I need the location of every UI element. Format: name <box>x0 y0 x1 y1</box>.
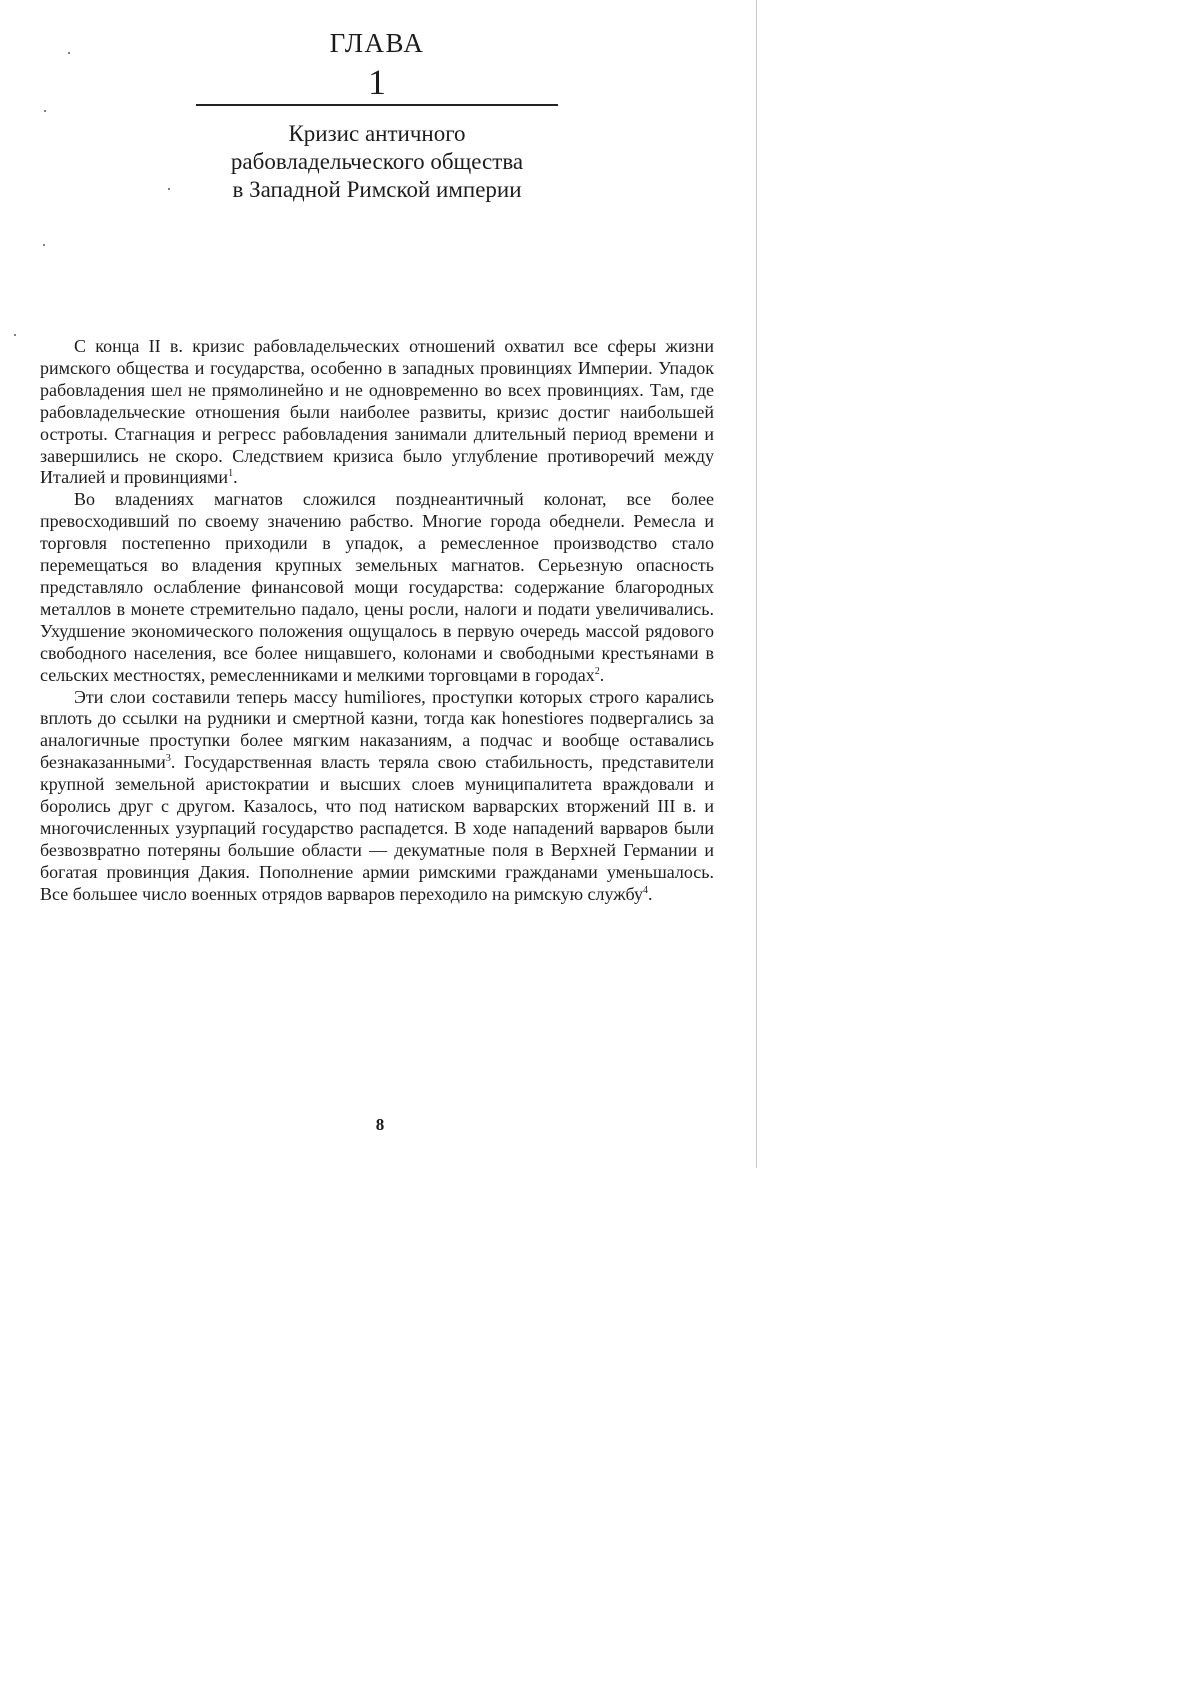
paragraph <box>40 687 714 906</box>
scan-speck <box>68 52 70 54</box>
scan-speck <box>14 334 16 336</box>
paragraph-text-tail: . <box>233 467 238 488</box>
footnote-ref: 3 <box>165 753 171 765</box>
page-fold-line <box>756 0 757 1168</box>
footnote-ref: 2 <box>594 665 600 677</box>
scan-speck <box>43 244 45 246</box>
paragraph-text-tail: . <box>647 883 653 904</box>
page-number: 8 <box>375 1115 385 1134</box>
chapter-divider <box>196 104 558 106</box>
chapter-number: 1 <box>368 62 386 102</box>
scan-speck <box>168 188 170 190</box>
paragraph <box>40 336 714 489</box>
scan-speck <box>44 110 46 112</box>
chapter-title-line: Кризис античного <box>288 121 466 146</box>
paragraph-text: Во владениях магнатов сложился позднеантичный колонат, все более превосходивший по своему значению рабство. Многие города обеднели. Ремесла и торговля постепенно приходили в упадок, а ремесленное производство стало перемещаться во владения крупных земельных магнатов. Серьезную опасность представляло ослабление финансовой мощи государства: содержание благородных металлов в монете стремительно падало, цены росли, налоги и подати увеличивались. Ухудшение экономического положения ощущалось в первую очередь массой рядового свободного населения, все более нищавшего, колонами и свободными крестьянами в сельских местностях, ремесленниками и мелкими торговцами в городах <box>40 489 714 685</box>
paragraph-text-tail: . <box>599 664 605 685</box>
paragraph-text: Эти слои составили теперь массу humiliores, проступки которых строго карались вплоть до ссылки на рудники и смертной казни, тогда как honestiores подвергались за аналогичные проступки более мягким наказаниям, а подчас и вообще оставались безнаказанными <box>40 686 714 773</box>
paragraph-text: С конца II в. кризис рабовладельческих отношений охватил все сферы жизни римского общества и государства, особенно в западных провинциях Империи. Упадок рабовладения шел не прямолинейно и не одновременно во всех провинциях. Там, где рабовладельческие отношения были наиболее развиты, кризис достиг наибольшей остроты. Стагнация и регресс рабовладения занимали длительный период времени и завершились не скоро. Следствием кризиса было углубление противоречий между Италией и провинциями <box>40 336 714 488</box>
paragraph <box>40 489 714 686</box>
chapter-label: ГЛАВА <box>329 28 425 58</box>
chapter-title-line: в Западной Римской империи <box>232 177 522 202</box>
footnote-ref: 1 <box>228 468 234 480</box>
body-text <box>40 336 714 906</box>
footnote-ref: 4 <box>642 884 648 896</box>
chapter-title <box>196 120 558 204</box>
paragraph-text-tail: . Государственная власть теряла свою стабильность, представители крупной земельной аристократии и высших слоев муниципалитета враждовали и боролись друг с другом. Казалось, что под натиском варварских вторжений III в. и многочисленных узурпаций государство распадется. В ходе нападений варваров были безвозвратно потеряны большие области — декуматные поля в Верхней Германии и богатая провинция Дакия. Пополнение армии римскими гражданами уменьшалось. Все большее число военных отрядов варваров переходило на римскую службу <box>40 752 714 904</box>
chapter-title-line: рабовладельческого общества <box>230 149 524 174</box>
